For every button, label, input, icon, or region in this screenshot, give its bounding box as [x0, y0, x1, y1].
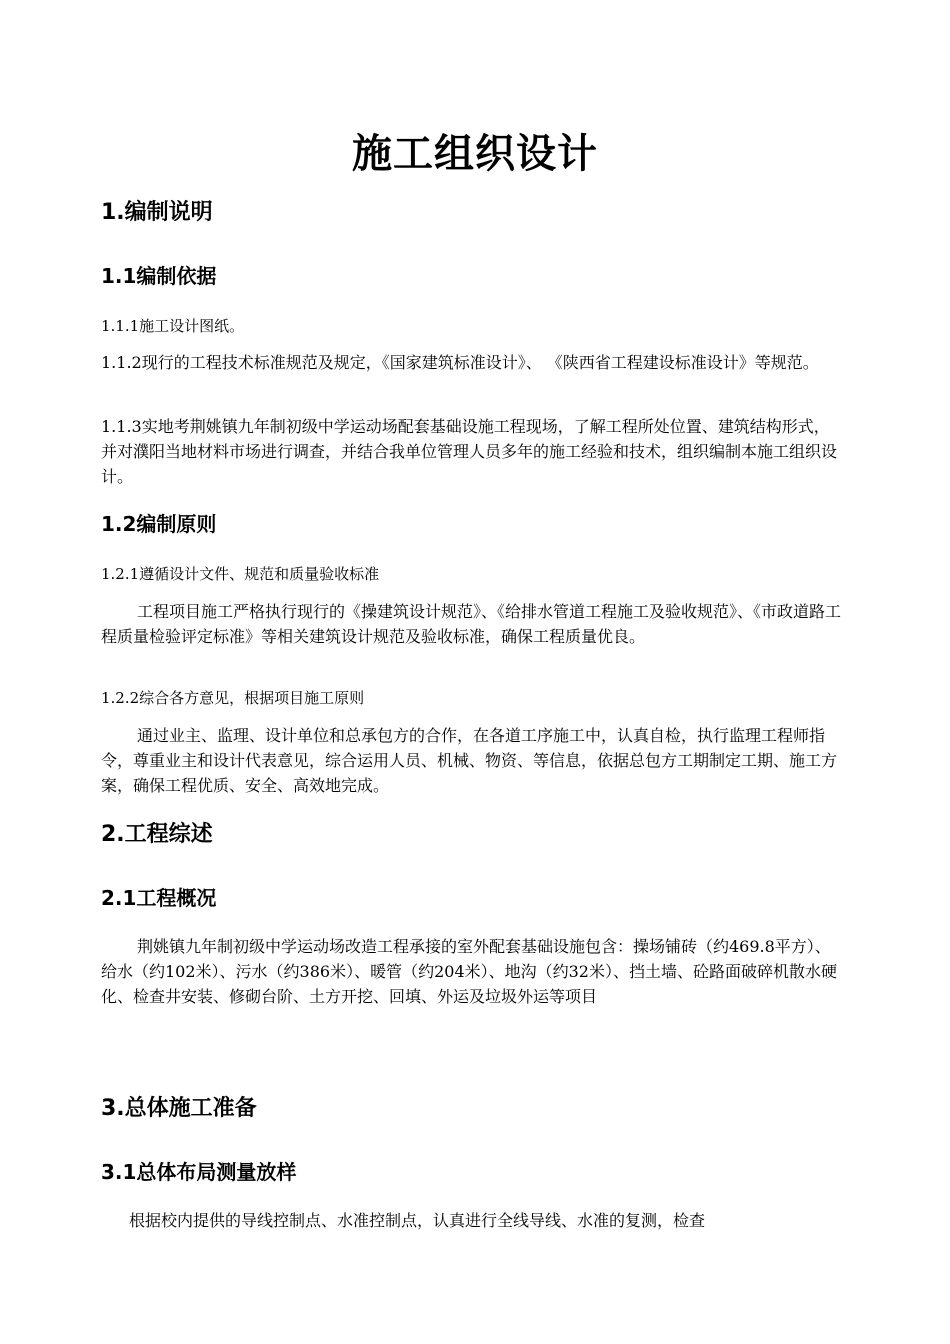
page-title: 施工组织设计 — [352, 131, 598, 177]
section-3-1-text: 根据校内提供的导线控制点、水准控制点，认真进行全线导线、水准的复测，检查 — [129, 1211, 706, 1230]
section-1-heading: 1.编制说明 — [101, 200, 213, 225]
item-1-2-1-label: 1.2.1遵循设计文件、规范和质量验收标准 — [101, 565, 380, 583]
item-1-1-1: 1.1.1施工设计图纸。 — [101, 317, 245, 335]
section-1-1-heading: 1.1编制依据 — [101, 264, 217, 288]
section-2-1-heading: 2.1工程概况 — [101, 886, 217, 910]
section-3-1-heading: 3.1总体布局测量放样 — [101, 1160, 297, 1184]
item-1-1-3: 1.1.3实地考荆姚镇九年制初级中学运动场配套基础设施工程现场，了解工程所处位置、建筑结构形式，并对濮阳当地材料市场进行调查，并结合我单位管理人员多年的施工经验和技术，组织编制本施工组织设计。 — [101, 417, 838, 486]
section-1-2-heading: 1.2编制原则 — [101, 512, 217, 536]
section-3-heading: 3.总体施工准备 — [101, 1096, 257, 1121]
section-2-1-text: 荆姚镇九年制初级中学运动场改造工程承接的室外配套基础设施包含：操场铺砖（约469.8平方）、给水（约102米）、污水（约386米）、暖管（约204米）、地沟（约32米）、挡土墙、砼路面破碎机散水硬化、检查井安装、修砌台阶、土方开挖、回填、外运及垃圾外运等项目 — [101, 937, 837, 1006]
item-1-1-2: 1.1.2现行的工程技术标准规范及规定，《国家建筑标准设计》、 《陕西省工程建设标准设计》等规范。 — [101, 353, 819, 372]
item-1-2-2-label: 1.2.2综合各方意见，根据项目施工原则 — [101, 689, 365, 707]
item-1-2-1-text: 工程项目施工严格执行现行的《操建筑设计规范》、《给排水管道工程施工及验收规范》、《市政道路工程质量检验评定标准》等相关建筑设计规范及验收标准，确保工程质量优良。 — [101, 602, 842, 646]
item-1-2-2-text: 通过业主、监理、设计单位和总承包方的合作，在各道工序施工中，认真自检，执行监理工程师指令，尊重业主和设计代表意见，综合运用人员、机械、物资、等信息，依据总包方工期制定工期、施工方案，确保工程优质、安全、高效地完成。 — [101, 726, 838, 795]
section-2-heading: 2.工程综述 — [101, 822, 213, 847]
